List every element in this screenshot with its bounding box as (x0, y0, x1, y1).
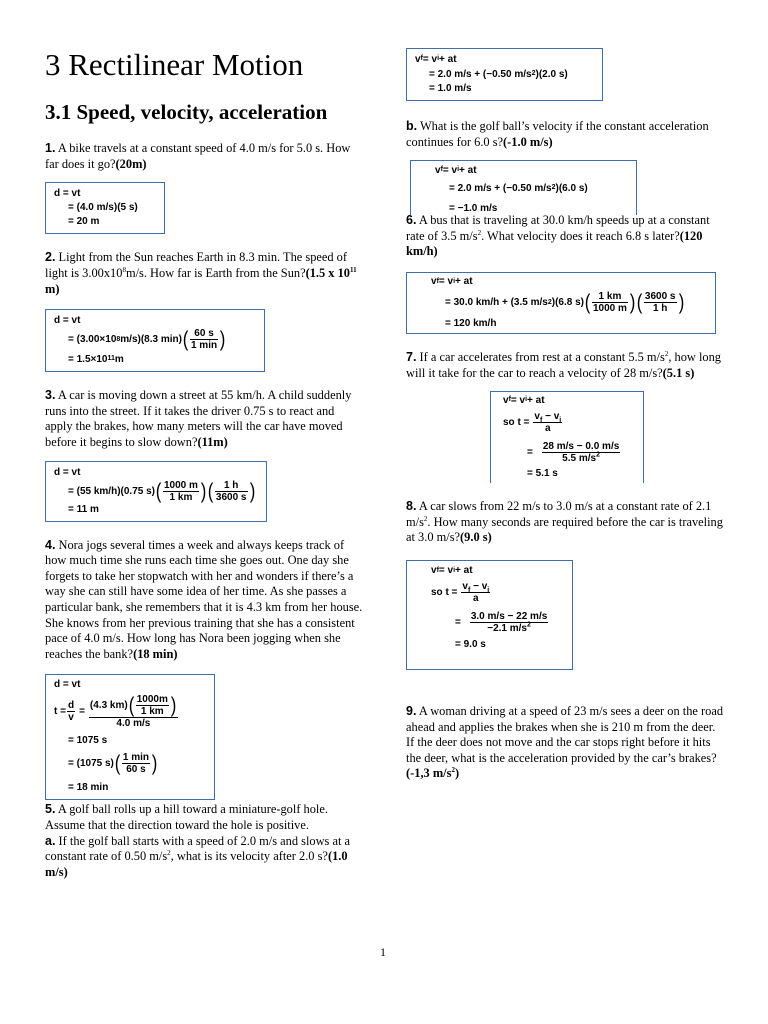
left-column (45, 44, 363, 880)
solution-line: = (4.0 m/s)(5 s) (68, 202, 138, 214)
problem-answer: (120 km/h) (406, 228, 703, 259)
problem-number: 5. (45, 802, 56, 817)
solution-line: t = $\frac{d}{v}$ = (4.3 km) ( $\frac{1000m}{1 km}$ ) 4.0 m/s (54, 693, 177, 729)
solution-box-4 (45, 674, 215, 800)
section-title: 3.1 Speed, velocity, acceleration (45, 100, 328, 125)
solution-line: so t = $\frac{v_f - v_i}{a}$ (431, 581, 490, 605)
solution-box-1 (45, 182, 165, 234)
conversion-fraction: $\frac{1 \min}{60 s}$ (122, 751, 149, 775)
problem-answer: m) (45, 281, 60, 296)
conversion-fraction: $\frac{1000 m}{1 km}$ (163, 479, 198, 503)
solution-line: = 120 km/h (445, 317, 497, 329)
solution-line: v f = v i + at (503, 394, 545, 406)
problem-4 (45, 538, 363, 663)
problem-answer: (20m) (115, 156, 147, 171)
problem-number: 3. (45, 388, 56, 403)
problem-number: 8. (406, 499, 417, 514)
solution-line: = 2.0 m/s + (−0.50 m/s 2 )(6.0 s) (449, 182, 588, 194)
solution-line: = 1.0 m/s (429, 83, 472, 94)
problem-answer: (-1,3 m/s (406, 766, 452, 781)
solution-line: d = vt (54, 315, 81, 327)
solution-box-2 (45, 309, 265, 372)
solution-line: v f = v i + at (415, 53, 457, 65)
conversion-fraction: $\frac{60 s}{1 \min}$ (190, 328, 218, 352)
problem-text: If the golf ball starts with a speed of 2.0 m/s and slows at a constant rate of 0.50 m/s (45, 833, 350, 864)
exponent: 8 (122, 265, 126, 274)
solution-line: = $\frac{3.0 m/s - 22 m/s}{-2.1 m/s^2}$ (455, 611, 548, 635)
solution-box-5b (410, 160, 637, 215)
problem-text: . What velocity does it reach 6.8 s later? (481, 228, 680, 243)
solution-box-5a (406, 48, 603, 101)
problem-9: 9. A woman driving at a speed of 23 m/s sees a deer on the road ahead and applies the brakes when she is 210 m from the deer. If the deer does not move and the car stops right before it hits the deer, what is the acceleration provided by the car’s brakes?(-1,3 $m/s^2$) (406, 703, 724, 781)
conversion-fraction: $\frac{3600 s}{1 h}$ (644, 291, 676, 315)
solution-line: = (1075 s) ( $\frac{1 \min}{60 s}$ ) (68, 751, 158, 775)
problem-text: , how long will it take for the car to reach a velocity of 28 m/s? (406, 349, 721, 380)
problem-number: 4. (45, 537, 56, 552)
problem-answer: (1.5 x 10 (305, 266, 350, 281)
problem-3 (45, 388, 363, 450)
problem-text: A car is moving down a street at 55 km/h. A child suddenly runs into the street. If it takes the driver 0.75 s to react and apply the brakes, how many meters will the car have moved before it begins to slow down? (45, 388, 352, 450)
problem-answer: (18 min) (133, 646, 178, 661)
problem-5b (406, 119, 726, 150)
problem-text: , what is its velocity after 2.0 s? (170, 849, 328, 864)
solution-box-3 (45, 461, 267, 522)
problem-5a: a. If the golf ball starts with a speed of 2.0 m/s and slows at a constant rate of 0.50 $m/s^2$, what is its velocity after 2.0 s?(1.0 m/s) (45, 833, 350, 879)
problem-answer: (11m) (197, 435, 228, 450)
problem-1 (45, 141, 363, 172)
solution-line: v f = v i + at (431, 565, 473, 577)
problem-6: 6. A bus that is traveling at 30.0 km/h speeds up at a constant rate of 3.5 $m/s^2$. What velocity does it reach 6.8 s later?(120 km/h) (406, 213, 710, 259)
solution-box-8 (406, 560, 573, 670)
problem-text: A bus that is traveling at 30.0 km/h speeds up at a constant rate of 3.5 m/s (406, 213, 710, 243)
problem-answer: (9.0 s) (460, 530, 492, 545)
solution-line: v f = v i + at (431, 276, 473, 288)
problem-text: m/s. How far is Earth from the Sun? (125, 266, 306, 281)
conversion-fraction: $\frac{1 h}{3600 s}$ (215, 479, 247, 503)
problem-answer: (1.0 m/s) (45, 849, 348, 879)
part-label: a. (45, 833, 56, 848)
solution-line: = 2.0 m/s + (−0.50 m/s 2 )(2.0 s) (429, 68, 568, 80)
page-title: 3 Rectilinear Motion (45, 47, 304, 82)
solution-line: = 30.0 km/h + (3.5 m/s 2 )(6.8 s) ( $\frac{1 km}{1000 m}$ ) ( $\frac{3600 s}{1 h}$ ) (445, 291, 684, 315)
page-number: 1 (380, 945, 386, 959)
solution-line: = (3.00×10 8 m/s)(8.3 min) ( $\frac{60 s}{1 \min}$ ) (68, 328, 226, 352)
problem-number: 2. (45, 250, 56, 265)
conversion-fraction: $\frac{1 km}{1000 m}$ (592, 291, 627, 315)
problem-2 (45, 250, 363, 297)
problem-7: 7. If a car accelerates from rest at a constant 5.5 $m/s^2$, how long will it take for the car to reach a velocity of 28 m/s?(5.1 s) (406, 349, 721, 380)
solution-line: v f = v i + at (435, 164, 477, 176)
solution-box-6 (406, 272, 716, 334)
right-column (406, 44, 726, 782)
part-label: b. (406, 119, 418, 133)
problem-text: . How many seconds are required before the car is traveling at 3.0 m/s? (406, 514, 723, 545)
problem-text: Light from the Sun reaches Earth in 8.3 min. The speed of light is 3.00x10 (45, 250, 348, 281)
solution-line: = 9.0 s (455, 638, 486, 650)
solution-line: = (55 km/h)(0.75 s) ( $\frac{1000 m}{1 km}$ ) ( $\frac{1 h}{3600 s}$ ) (68, 479, 255, 503)
solution-line: = 5.1 s (527, 468, 558, 480)
problem-text: Nora jogs several times a week and always keeps track of how much time she runs each time she goes out. One day she forgets to take her stopwatch with her and wonders if there’s a way she can still have some idea of her time. As she passes a particular bank, she remembers that it is 4.3 km from her house. She knows from her previous training that she has a consistent pace of 4.0 m/s. How long has Nora been jogging when she reaches the bank? (45, 537, 363, 661)
solution-line: d = vt (54, 188, 81, 200)
solution-line: = 1075 s (68, 735, 108, 747)
problem-answer: ) (454, 766, 460, 781)
problem-number: 9. (406, 703, 417, 718)
big-fraction: (4.3 km) ( $\frac{1000m}{1 km}$ ) 4.0 m/s (89, 693, 177, 729)
problem-text: A woman driving at a speed of 23 m/s sees a deer on the road ahead and applies the brakes when she is 210 m from the deer. If the deer does not move and the car stops right before it hits the deer, what is the acceleration provided by the car’s brakes? (406, 703, 724, 765)
problem-number: 6. (406, 213, 417, 228)
solution-box-7 (490, 391, 644, 483)
problem-number: 7. (406, 349, 417, 364)
solution-line: = 18 min (68, 782, 109, 794)
problem-answer: (-1.0 m/s) (503, 134, 553, 149)
problem-text: A golf ball rolls up a hill toward a miniature-golf hole. Assume that the direction toward the hole is positive. (45, 802, 328, 832)
solution-line: = 1.5×10 11 m (68, 353, 124, 365)
problem-text: A bike travels at a constant speed of 4.0 m/s for 5.0 s. How far does it go? (45, 141, 351, 171)
problem-number: 1. (45, 141, 56, 156)
problem-5 (45, 802, 363, 833)
solution-line: so t = $\frac{v_f - v_i}{a}$ (503, 410, 562, 434)
solution-line: = −1.0 m/s (449, 203, 498, 215)
problem-8: 8. A car slows from 22 m/s to 3.0 m/s at a constant rate of 2.1 $m/s^2$. How many seconds are required before the car is traveling at 3.0 m/s?(9.0 s) (406, 499, 723, 545)
problem-text: What is the golf ball’s velocity if the constant acceleration continues for 6.0 s? (406, 119, 709, 149)
solution-line: d = vt (54, 466, 81, 478)
problem-answer: (5.1 s) (662, 365, 695, 380)
solution-line: d = vt (54, 679, 81, 691)
solution-line: = $\frac{28 m/s - 0.0 m/s}{5.5 m/s^2}$ (527, 440, 620, 464)
problem-text: If a car accelerates from rest at a constant 5.5 m/s (416, 349, 665, 364)
solution-line: = 20 m (68, 216, 100, 228)
problem-text: A car slows from 22 m/s to 3.0 m/s at a constant rate of 2.1 m/s (406, 499, 712, 529)
solution-line: = 11 m (68, 503, 99, 515)
exponent: 11 (350, 265, 357, 274)
